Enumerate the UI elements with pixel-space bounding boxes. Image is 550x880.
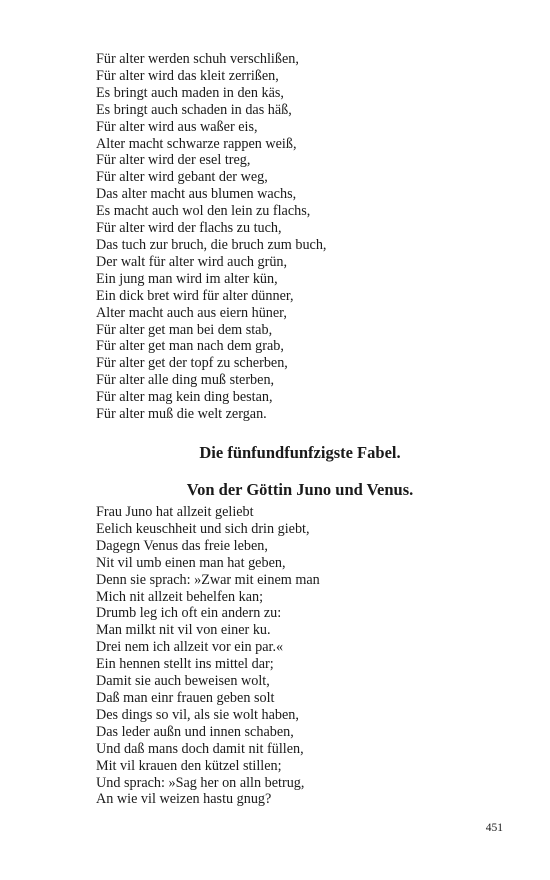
verse-line: Ein dick bret wird für alter dünner, [96,287,294,304]
verse-line: Es bringt auch maden in den käs, [96,84,284,101]
verse-line: Mit vil krauen den kützel stillen; [96,757,282,774]
verse-line: Alter macht schwarze rappen weiß, [96,135,297,152]
verse-line: Ein hennen stellt ins mittel dar; [96,656,274,673]
verse-line: Für alter get man nach dem grab, [96,338,284,355]
verse-line: Drei nem ich allzeit vor ein par.« [96,639,284,656]
verse-line: Für alter wird aus waßer eis, [96,118,258,135]
verse-block-top [96,51,326,423]
verse-line: Dagegn Venus das freie leben, [96,537,268,554]
page-number: 451 [485,822,503,834]
verse-line: Und daß mans doch damit nit füllen, [96,740,304,757]
verse-line: Frau Juno hat allzeit geliebt [96,504,254,520]
verse-line: Das alter macht aus blumen wachs, [96,186,297,203]
verse-line: Daß man einr frauen geben solt [96,689,275,706]
verse-block-fable [96,504,320,808]
verse-line: Das leder außn und innen schaben, [96,723,294,740]
verse-line: Für alter werden schuh verschlißen, [96,51,299,67]
verse-line: Für alter alle ding muß sterben, [96,372,275,389]
verse-line: Für alter muß die welt zergan. [96,406,267,423]
verse-line: Für alter get der topf zu scherben, [96,355,288,372]
verse-line: Mich nit allzeit behelfen kan; [96,588,264,605]
verse-line: Alter macht auch aus eiern hüner, [96,304,287,321]
verse-line: Für alter wird gebant der weg, [96,169,268,186]
verse-line: Es macht auch wol den lein zu flachs, [96,203,311,220]
verse-line: Für alter wird das kleit zerrißen, [96,67,279,84]
verse-line: Für alter wird der flachs zu tuch, [96,220,282,237]
verse-line: Für alter mag kein ding bestan, [96,389,273,406]
verse-line: Man milkt nit vil von einer ku. [96,622,271,639]
verse-line: Eelich keuschheit und sich drin giebt, [96,520,310,537]
verse-line: Nit vil umb einen man hat geben, [96,554,286,571]
verse-line: Es bringt auch schaden in das häß, [96,101,292,118]
fable-title: Die fünfundfunfzigste Fabel. [199,443,401,462]
fable-subtitle: Von der Göttin Juno und Venus. [186,480,414,499]
verse-line: Denn sie sprach: »Zwar mit einem man [96,571,320,588]
verse-line: Für alter wird der esel treg, [96,152,251,169]
verse-line: An wie vil weizen hastu gnug? [96,791,272,808]
verse-line: Und sprach: »Sag her on alln betrug, [96,774,305,791]
verse-line: Das tuch zur bruch, die bruch zum buch, [96,236,327,253]
verse-line: Für alter get man bei dem stab, [96,321,273,338]
verse-line: Der walt für alter wird auch grün, [96,253,288,270]
verse-line: Des dings so vil, als sie wolt haben, [96,706,299,723]
verse-line: Drumb leg ich oft ein andern zu: [96,605,282,622]
verse-line: Ein jung man wird im alter kün, [96,270,278,287]
verse-line: Damit sie auch beweisen wolt, [96,673,270,690]
